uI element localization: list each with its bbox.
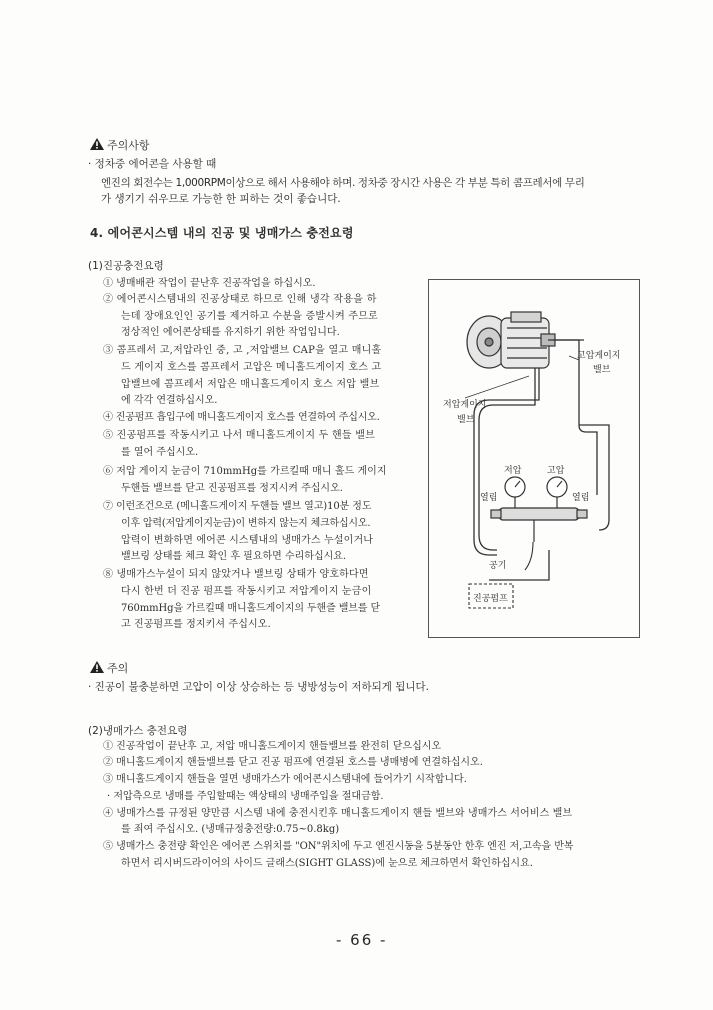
vacuum-step-line: 정상적인 에어콘상태를 유지하기 위한 작업입니다. xyxy=(121,327,340,338)
vacuum-step-line: 이후 압력(저압게이지눈금)이 변하지 않는지 체크하십시오. xyxy=(121,518,371,529)
manifold-diagram-graphic xyxy=(429,280,639,637)
air-label: 공기 xyxy=(489,561,507,571)
high-gauge-label: 고압 xyxy=(547,466,565,476)
vacuum-step-line: ⑧ 냉매가스누설이 되지 않았거나 밸브링 상태가 양호하다면 xyxy=(103,569,369,580)
warning-icon xyxy=(90,661,104,673)
vacuum-step-line: ③ 콤프레서 고,저압라인 중, 고 ,저압밸브 CAP을 열고 매니홀 xyxy=(103,345,382,356)
charge-step-line: 하면서 리시버드라이어의 사이드 글래스(SIGHT GLASS)에 눈으로 체크하면서 확인하십시요. xyxy=(121,858,533,869)
vacuum-diagram xyxy=(428,279,640,638)
charge-step-line: ④ 냉매가스를 규정된 양만큼 시스템 내에 충전시킨후 매니홀드게이지 핸들 밸브와 냉매가스 서어비스 밸브 xyxy=(103,808,573,819)
vacuum-step-line: 는데 장애요인인 공기를 제거하고 수분을 증발시켜 주므로 xyxy=(121,311,378,322)
caution-text-line2: 가 생기기 쉬우므로 가능한 한 피하는 것이 좋습니다. xyxy=(101,193,341,205)
charge-heading: (2)냉매가스 충전요령 xyxy=(88,725,188,737)
caution-subheading: · 정차중 에어콘을 사용할 때 xyxy=(88,158,217,170)
vacuum-step-line: 에 각각 연결하십시오. xyxy=(121,395,218,406)
vacuum-step-line: 다시 한번 더 진공 펌프를 작동시키고 저압게이지 눈금이 xyxy=(121,586,372,597)
low-pressure-valve-label-2: 밸브 xyxy=(457,415,475,425)
vacuum-step-line: 고 진공펌프를 정지키셔 주십시오. xyxy=(121,619,271,630)
compressor-graphic xyxy=(467,312,555,368)
vacuum-step-line: ② 에어콘시스템내의 진공상태로 하므로 인해 냉각 작용을 하 xyxy=(103,294,377,305)
manifold-gauges xyxy=(491,477,590,542)
vacuum-step-line: 드 게이지 호스를 콤프레서 고압은 메니홀드게이지 호스 고 xyxy=(121,362,382,373)
section-title: 4. 에어콘시스템 내의 진공 및 냉매가스 충전요령 xyxy=(90,226,354,240)
vacuum-heading: (1)진공충전요령 xyxy=(88,260,164,272)
caution2-heading xyxy=(90,661,128,676)
page-number: - 66 - xyxy=(336,931,388,949)
charge-step-line: ⑤ 냉매가스 충전량 확인은 에어콘 스위치를 "ON"위치에 두고 엔진시동을 5분동안 한후 엔진 저,고속을 반복 xyxy=(103,841,574,852)
caution-title: 주의사항 xyxy=(107,139,150,152)
warning-icon xyxy=(90,138,104,150)
open-label-left: 열림 xyxy=(480,493,498,503)
vacuum-step-line: ① 냉매배관 작업이 끝난후 진공작업을 하십시오. xyxy=(103,278,316,289)
open-label-right: 열림 xyxy=(572,493,590,503)
vacuum-step-line: ⑥ 저압 게이지 눈금이 710mmHg를 가르킬때 매니 홀드 게이지 xyxy=(103,466,387,477)
charge-step-line: ② 매니홀드게이지 핸들밸브를 닫고 진공 펌프에 연결된 호스를 냉매병에 연결하십시오. xyxy=(103,757,483,768)
vacuum-step-line: ④ 진공펌프 흡입구에 매니홀드게이지 호스를 연결하여 주십시오. xyxy=(103,412,380,423)
charge-step-line: ③ 매니홀드게이지 핸들을 열면 냉매가스가 에어콘시스템내에 들어가기 시작합니다. xyxy=(103,774,467,785)
vacuum-step-line: ⑦ 이런조건으로 (메니홀드게이지 두핸들 밸브 열고)10분 정도 xyxy=(103,501,372,512)
caution2-text: · 진공이 불충분하면 고압이 이상 상승하는 등 냉방성능이 저하되게 됩니다. xyxy=(88,681,430,693)
caution-text-line1: 엔진의 회전수는 1,000RPM이상으로 해서 사용해야 하며. 정차중 장시간 사용은 각 부분 특히 콤프레서에 무리 xyxy=(101,177,585,189)
charge-step-line: 를 죄여 주십시오. (냉매규정충전량:0.75~0.8kg) xyxy=(121,824,340,835)
vacuum-step-line: 두핸들 밸브를 닫고 진공펌프를 정지시켜 주십시오. xyxy=(121,483,343,494)
caution-heading xyxy=(90,138,150,153)
vacuum-step-line: 압력이 변화하면 에어콘 시스템내의 냉매가스 누설이거나 xyxy=(121,535,374,546)
high-pressure-valve-label: 고압게이지 xyxy=(577,351,621,361)
high-pressure-valve-label-2: 밸브 xyxy=(593,365,611,375)
charge-step-line: ① 진공작업이 끝난후 고, 저압 매니홀드게이지 핸들밸브를 완전히 닫으십시오 xyxy=(103,741,442,752)
low-pressure-valve-label: 저압게이지 xyxy=(443,400,487,410)
low-gauge-label: 저압 xyxy=(504,466,522,476)
caution2-title: 주의 xyxy=(107,662,129,675)
vacuum-pump-label: 진공펌프 xyxy=(473,594,508,604)
vacuum-step-line: 760mmHg을 가르킬때 매니홀드게이지의 두핸즐 밸브를 닫 xyxy=(121,603,381,614)
charge-step-line: · 저압측으로 냉매를 주입할때는 액상태의 냉매주입을 절대금함. xyxy=(107,791,384,802)
vacuum-step-line: 를 열어 주십시오. xyxy=(121,447,199,458)
vacuum-step-line: 압밸브에 콤프레서 저압은 매니홀드게이지 호스 저압 밸브 xyxy=(121,379,380,390)
vacuum-step-line: 밸브링 상태를 체크 확인 후 필요하면 수리하십시요. xyxy=(121,551,347,562)
vacuum-step-line: ⑤ 진공펌프를 작동시키고 나서 매니홀드게이지 두 핸들 밸브 xyxy=(103,430,376,441)
